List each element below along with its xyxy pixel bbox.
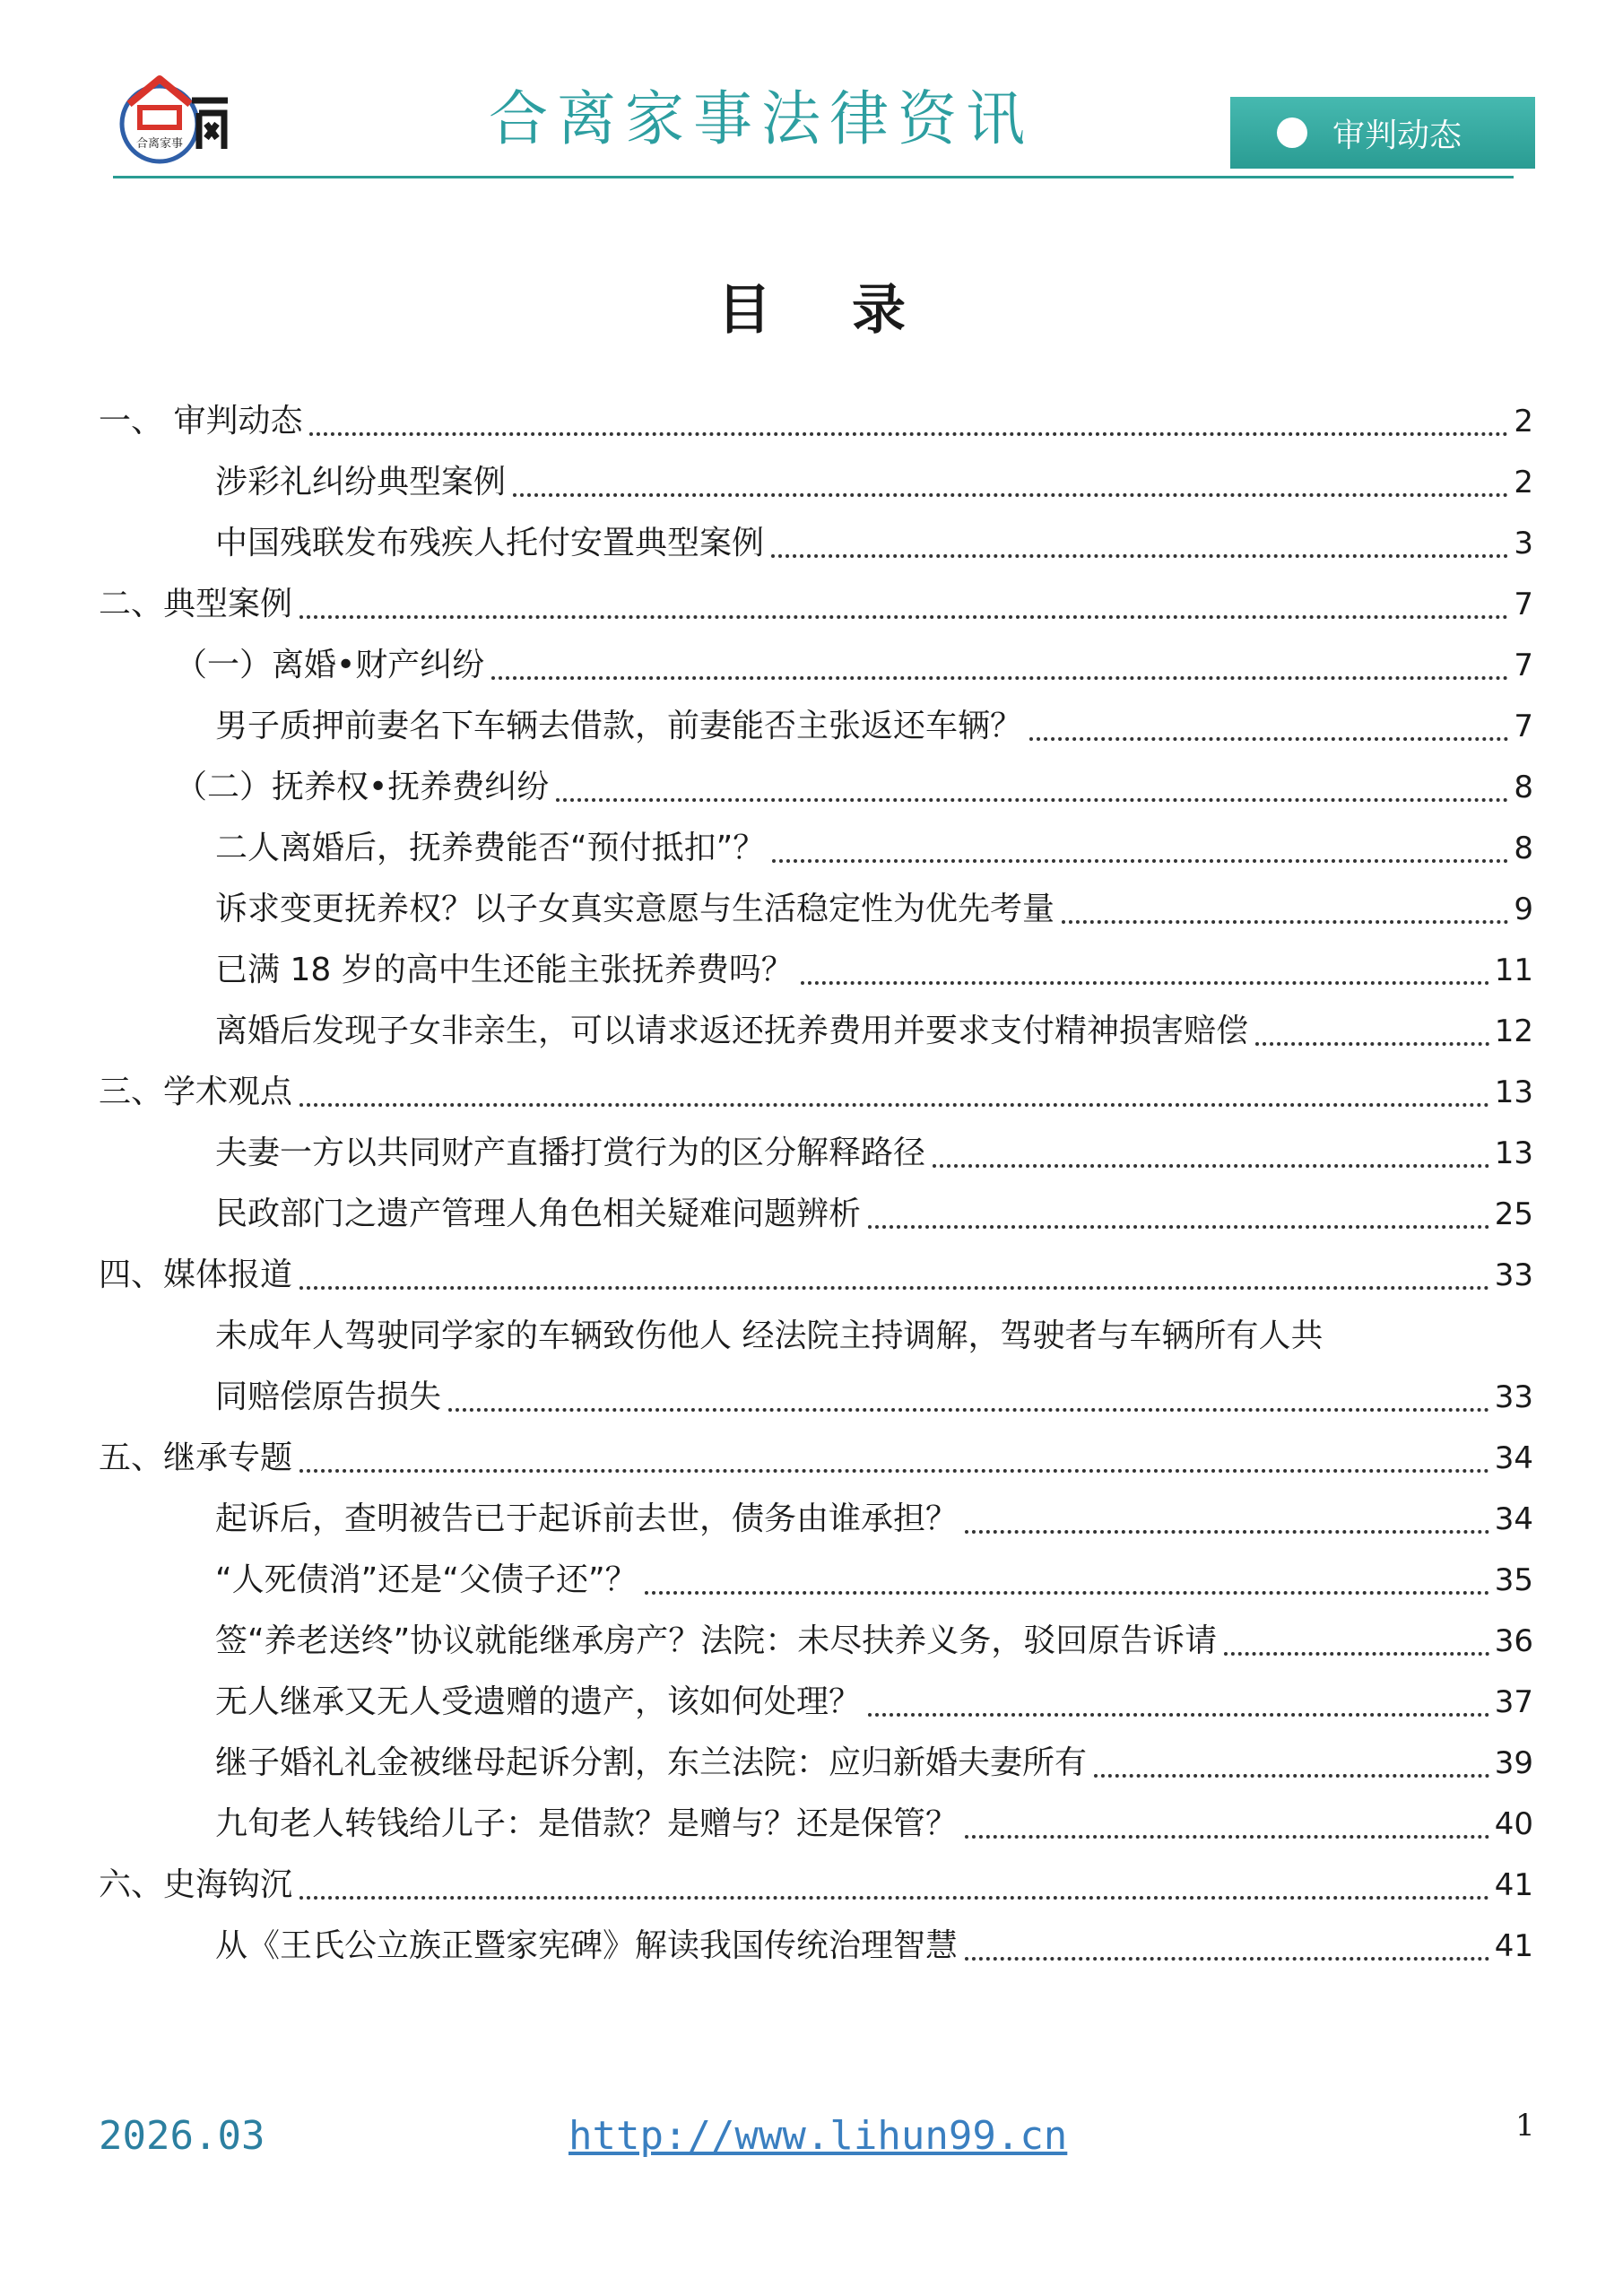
toc-entry[interactable] xyxy=(99,1123,1533,1184)
toc-entry-title: 九旬老人转钱给儿子：是借款？是赠与？还是保管？ xyxy=(215,1805,959,1842)
dot-leader xyxy=(1062,920,1508,924)
toc-entry-page: 40 xyxy=(1494,1806,1533,1842)
dot-leader xyxy=(299,1896,1489,1900)
toc-entry-title: 未成年人驾驶同学家的车辆致伤他人 经法院主持调解，驾驶者与车辆所有人共 xyxy=(215,1318,1324,1354)
dot-leader xyxy=(299,1469,1489,1473)
toc-entry-title: 六、史海钩沉 xyxy=(99,1866,293,1903)
toc-entry[interactable] xyxy=(99,1794,1533,1855)
toc-entry[interactable] xyxy=(99,391,1533,452)
toc-entry-title: 二人离婚后，抚养费能否“预付抵扣”？ xyxy=(215,830,766,866)
toc-entry-page: 7 xyxy=(1514,587,1533,622)
toc-entry-title: （二）抚养权•抚养费纠纷 xyxy=(175,769,550,805)
dot-leader xyxy=(309,432,1508,436)
toc-entry-page: 35 xyxy=(1494,1562,1533,1598)
toc-entry[interactable] xyxy=(99,1611,1533,1672)
toc-entry[interactable] xyxy=(99,879,1533,940)
toc-entry-page: 39 xyxy=(1494,1745,1533,1781)
toc-entry-page: 34 xyxy=(1494,1440,1533,1476)
toc-entry-page: 7 xyxy=(1514,648,1533,683)
page-number: 1 xyxy=(1515,2108,1535,2144)
toc-entry-title: 签“养老送终”协议就能继承房产？法院：未尽扶养义务，驳回原告诉请 xyxy=(215,1622,1218,1659)
toc-entry[interactable] xyxy=(99,452,1533,513)
dot-leader xyxy=(933,1164,1489,1168)
dot-leader xyxy=(513,493,1508,497)
brand-title: 合离家事法律资讯 xyxy=(489,84,1034,153)
toc-entry-title: 男子质押前妻名下车辆去借款，前妻能否主张返还车辆？ xyxy=(215,708,1023,744)
toc-entry[interactable] xyxy=(99,635,1533,696)
toc-entry-page: 2 xyxy=(1514,465,1533,500)
dot-leader xyxy=(299,615,1508,619)
toc-entry-title: 民政部门之遗产管理人角色相关疑难问题辨析 xyxy=(215,1196,862,1232)
toc-entry-title: 离婚后发现子女非亲生，可以请求返还抚养费用并要求支付精神损害赔偿 xyxy=(215,1013,1249,1049)
toc-heading: 目录 xyxy=(717,279,986,342)
toc-entry[interactable] xyxy=(99,696,1533,757)
toc-entry-page: 25 xyxy=(1494,1196,1533,1232)
toc-entry[interactable] xyxy=(99,1672,1533,1733)
toc-entry[interactable] xyxy=(99,574,1533,635)
dot-leader xyxy=(868,1225,1489,1229)
toc-entry-title: 四、媒体报道 xyxy=(99,1257,293,1293)
toc-entry[interactable] xyxy=(99,1916,1533,1977)
toc-entry-page: 33 xyxy=(1494,1379,1533,1415)
toc-entry-page: 13 xyxy=(1494,1074,1533,1110)
toc-entry-title: 同赔偿原告损失 xyxy=(215,1378,442,1415)
toc-entry-title: 涉彩礼纠纷典型案例 xyxy=(215,464,507,500)
toc-entry-page: 13 xyxy=(1494,1135,1533,1171)
dot-leader xyxy=(1029,737,1508,741)
toc-entry[interactable] xyxy=(99,1306,1533,1367)
toc-entry-title: 三、学术观点 xyxy=(99,1074,293,1110)
toc-entry[interactable] xyxy=(99,818,1533,879)
toc-entry-title: 中国残联发布残疾人托付安置典型案例 xyxy=(215,525,765,561)
toc-entry-page: 7 xyxy=(1514,709,1533,744)
toc-entry-page: 11 xyxy=(1494,952,1533,988)
logo-caption: 合离家事 xyxy=(135,137,184,151)
dot-leader xyxy=(868,1713,1489,1717)
dot-leader xyxy=(491,676,1508,680)
dot-leader xyxy=(299,1286,1489,1290)
website-link[interactable]: http://www.lihun99.cn xyxy=(568,2113,1068,2159)
toc-entry[interactable] xyxy=(99,757,1533,818)
toc-entry-page: 2 xyxy=(1514,404,1533,439)
toc-entry-title: 诉求变更抚养权？以子女真实意愿与生活稳定性为优先考量 xyxy=(215,891,1055,927)
dot-leader xyxy=(801,981,1489,985)
toc-entry-title: 已满 18 岁的高中生还能主张抚养费吗？ xyxy=(215,952,794,988)
dot-leader xyxy=(448,1408,1489,1412)
dot-leader xyxy=(965,1530,1489,1534)
toc-entry-title: 继子婚礼礼金被继母起诉分割，东兰法院：应归新婚夫妻所有 xyxy=(215,1744,1088,1781)
toc-entry-title: 从《王氏公立族正暨家宪碑》解读我国传统治理智慧 xyxy=(215,1927,959,1964)
toc-entry-title: 五、继承专题 xyxy=(99,1439,293,1476)
toc-entry-title: 起诉后，查明被告已于起诉前去世，债务由谁承担？ xyxy=(215,1500,959,1537)
toc-entry[interactable] xyxy=(99,940,1533,1001)
toc-entry[interactable] xyxy=(99,513,1533,574)
toc-entry-page: 8 xyxy=(1514,831,1533,866)
toc-entry-page: 33 xyxy=(1494,1257,1533,1293)
dot-leader xyxy=(1094,1774,1489,1778)
page-header xyxy=(0,0,1623,188)
toc-entry-continuation[interactable] xyxy=(99,1367,1533,1428)
dot-leader xyxy=(1224,1652,1488,1656)
toc-entry-page: 12 xyxy=(1494,1013,1533,1049)
toc-entry-page: 9 xyxy=(1514,891,1533,927)
toc-entry[interactable] xyxy=(99,1733,1533,1794)
dot-leader xyxy=(1255,1042,1489,1046)
toc-entry-page: 34 xyxy=(1494,1501,1533,1537)
dot-leader xyxy=(645,1591,1489,1595)
toc-entry[interactable] xyxy=(99,1062,1533,1123)
issue-date: 2026.03 xyxy=(99,2113,265,2159)
toc-entry[interactable] xyxy=(99,1001,1533,1062)
toc-entry-title: 二、典型案例 xyxy=(99,586,293,622)
dot-leader xyxy=(771,554,1508,558)
toc-entry-page: 41 xyxy=(1494,1867,1533,1903)
toc-entry[interactable] xyxy=(99,1184,1533,1245)
table-of-contents xyxy=(99,391,1533,1977)
dot-leader xyxy=(772,859,1508,863)
toc-entry-title: 夫妻一方以共同财产直播打赏行为的区分解释路径 xyxy=(215,1135,926,1171)
toc-entry-page: 3 xyxy=(1514,526,1533,561)
dot-leader xyxy=(556,798,1508,802)
toc-entry[interactable] xyxy=(99,1550,1533,1611)
section-badge xyxy=(1230,97,1535,169)
toc-entry[interactable] xyxy=(99,1489,1533,1550)
toc-entry-page: 41 xyxy=(1494,1928,1533,1964)
toc-entry[interactable] xyxy=(99,1245,1533,1306)
toc-entry-title: （一）离婚•财产纠纷 xyxy=(175,647,485,683)
toc-entry[interactable] xyxy=(99,1855,1533,1916)
toc-entry[interactable] xyxy=(99,1428,1533,1489)
circle-dot-icon xyxy=(1277,117,1307,148)
hexie-logo-icon xyxy=(113,74,239,167)
toc-entry-title: “人死债消”还是“父债子还”？ xyxy=(215,1561,638,1598)
dot-leader xyxy=(299,1103,1489,1107)
toc-entry-page: 8 xyxy=(1514,770,1533,805)
toc-entry-page: 37 xyxy=(1494,1684,1533,1720)
toc-entry-title: 一、 审判动态 xyxy=(99,403,303,439)
toc-entry-page: 36 xyxy=(1494,1623,1533,1659)
toc-entry-title: 无人继承又无人受遗赠的遗产，该如何处理？ xyxy=(215,1683,862,1720)
header-divider xyxy=(113,176,1514,178)
dot-leader xyxy=(965,1835,1489,1839)
dot-leader xyxy=(965,1957,1489,1961)
section-badge-label: 审判动态 xyxy=(1332,117,1462,154)
